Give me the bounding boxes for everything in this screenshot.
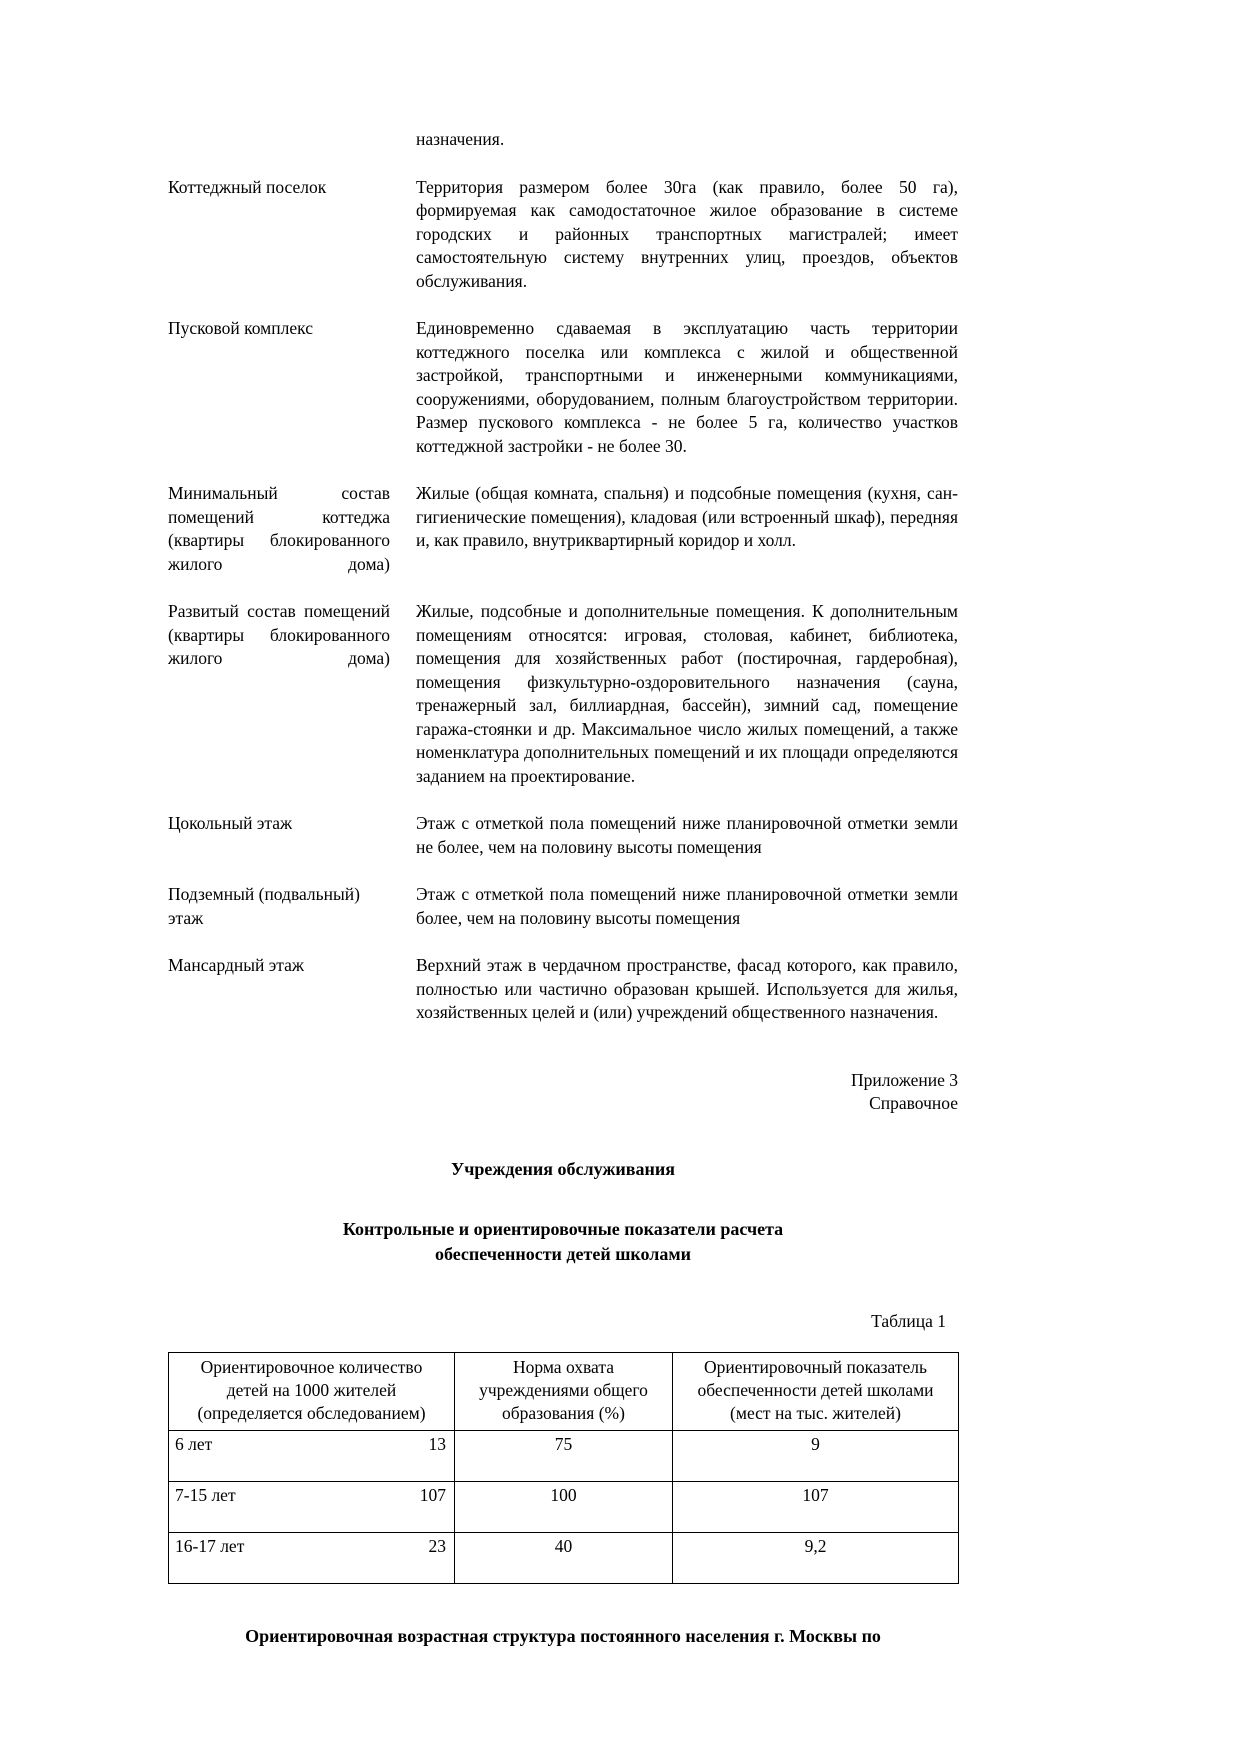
definition-row	[168, 317, 958, 458]
footer-heading: Ориентировочная возрастная структура постоянного населения г. Москвы по	[245, 1625, 881, 1646]
table-header-cell-coverage-norm	[455, 1352, 673, 1430]
table-cell-age-count	[169, 1481, 455, 1532]
table-row	[169, 1532, 959, 1583]
table-cell-coverage: 75	[455, 1430, 673, 1481]
definition-description: Верхний этаж в чердачном пространстве, фасад которого, как правило, полностью или частично образован крышей. Используется для жилья, хозяйственных целей и (или) учреждений общественного назначения.	[416, 955, 958, 1022]
table-row	[169, 1430, 959, 1481]
count-value: 13	[428, 1433, 446, 1454]
appendix-kind: Справочное	[869, 1093, 958, 1113]
definition-term: Мансардный этаж	[168, 955, 304, 975]
school-provision-table	[168, 1352, 959, 1584]
table-cell-age-count	[169, 1430, 455, 1481]
definition-term: Пусковой комплекс	[168, 318, 313, 338]
table-title-line-2: обеспеченности детей школами	[434, 1243, 692, 1264]
table-cell-indicator: 9,2	[673, 1532, 959, 1583]
header-line: учреждениями общего	[479, 1379, 648, 1400]
age-label: 16-17 лет	[175, 1535, 245, 1556]
table-cell-indicator: 107	[673, 1481, 959, 1532]
definition-row	[168, 482, 958, 576]
definition-description: Жилые (общая комната, спальня) и подсобные помещения (кухня, сан-гигиенические помещения), кладовая (или встроенный шкаф), передняя и, как правило, внутриквартирный коридор и холл.	[416, 483, 958, 550]
definition-description: Этаж с отметкой пола помещений ниже планировочной отметки земли более, чем на половину высоты помещения	[416, 884, 958, 928]
header-line: Ориентировочное количество	[200, 1356, 423, 1377]
definition-row	[168, 883, 958, 930]
definition-term: Минимальный состав помещений коттеджа (квартиры блокированного жилого дома)	[168, 483, 390, 574]
definition-row	[168, 600, 958, 788]
table-cell-coverage: 40	[455, 1532, 673, 1583]
header-line: обеспеченности детей школами	[697, 1379, 934, 1400]
age-label: 6 лет	[175, 1433, 213, 1454]
header-line: Ориентировочный показатель	[704, 1356, 927, 1377]
table-title	[168, 1217, 958, 1267]
table-title-line-1: Контрольные и ориентировочные показатели расчета	[342, 1218, 784, 1239]
appendix-label-block	[168, 1069, 958, 1116]
definition-term: Развитый состав помещений (квартиры блокированного жилого дома)	[168, 601, 390, 668]
table-number-caption: Таблица 1	[871, 1310, 946, 1331]
table-row	[169, 1481, 959, 1532]
table-cell-coverage: 100	[455, 1481, 673, 1532]
count-value: 23	[428, 1535, 446, 1556]
count-value: 107	[419, 1484, 446, 1505]
section-title: Учреждения обслуживания	[451, 1158, 675, 1179]
definition-row	[168, 954, 958, 1025]
definition-description: Территория размером более 30га (как правило, более 50 га), формируемая как самодостаточное жилое образование в системе городских и районных транспортных магистралей; имеет самостоятельную систему внутренних улиц, проездов, объектов обслуживания.	[416, 176, 958, 291]
table-header-cell-children-count	[169, 1352, 455, 1430]
appendix-number: Приложение 3	[850, 1069, 958, 1090]
definition-term: Подземный (подвальный) этаж	[168, 884, 360, 928]
continued-text-line: назначения.	[416, 129, 505, 149]
table-header-cell-provision-indicator	[673, 1352, 959, 1430]
age-label: 7-15 лет	[175, 1484, 236, 1505]
definition-description: Жилые, подсобные и дополнительные помещения. К дополнительным помещениям относятся: игровая, столовая, кабинет, библиотека, помещения для хозяйственных работ (постирочная, гардеробная), помещения физкультурно-оздоровительного назначения (сауна, тренажерный зал, биллиардная, бассейн), зимний сад, помещение гаража-стоянки и др. Максимальное число жилых помещений, а также номенклатура дополнительных помещений и их площади определяются заданием на проектирование.	[416, 601, 958, 786]
table-header-row	[169, 1352, 959, 1430]
definition-description: Единовременно сдаваемая в эксплуатацию часть территории коттеджного поселка или комплекса с жилой и общественной застройкой, транспортными и инженерными коммуникациями, сооружениями, оборудованием, полным благоустройством территории. Размер пускового комплекса - не более 5 га, количество участков коттеджной застройки - не более 30.	[416, 318, 958, 456]
header-line: (мест на тыс. жителей)	[730, 1402, 901, 1423]
definition-term: Цокольный этаж	[168, 813, 293, 833]
header-line: детей на 1000 жителей	[226, 1379, 397, 1400]
header-line: Норма охвата	[512, 1356, 614, 1377]
header-line: (определяется обследованием)	[197, 1402, 426, 1423]
table-cell-indicator: 9	[673, 1430, 959, 1481]
header-line: образования (%)	[502, 1402, 625, 1423]
definition-description: Этаж с отметкой пола помещений ниже планировочной отметки земли не более, чем на половину высоты помещения	[416, 813, 958, 857]
table-cell-age-count	[169, 1532, 455, 1583]
definition-term: Коттеджный поселок	[168, 176, 327, 197]
page-content	[168, 128, 958, 1648]
definition-row	[168, 176, 958, 294]
definition-row	[168, 812, 958, 859]
